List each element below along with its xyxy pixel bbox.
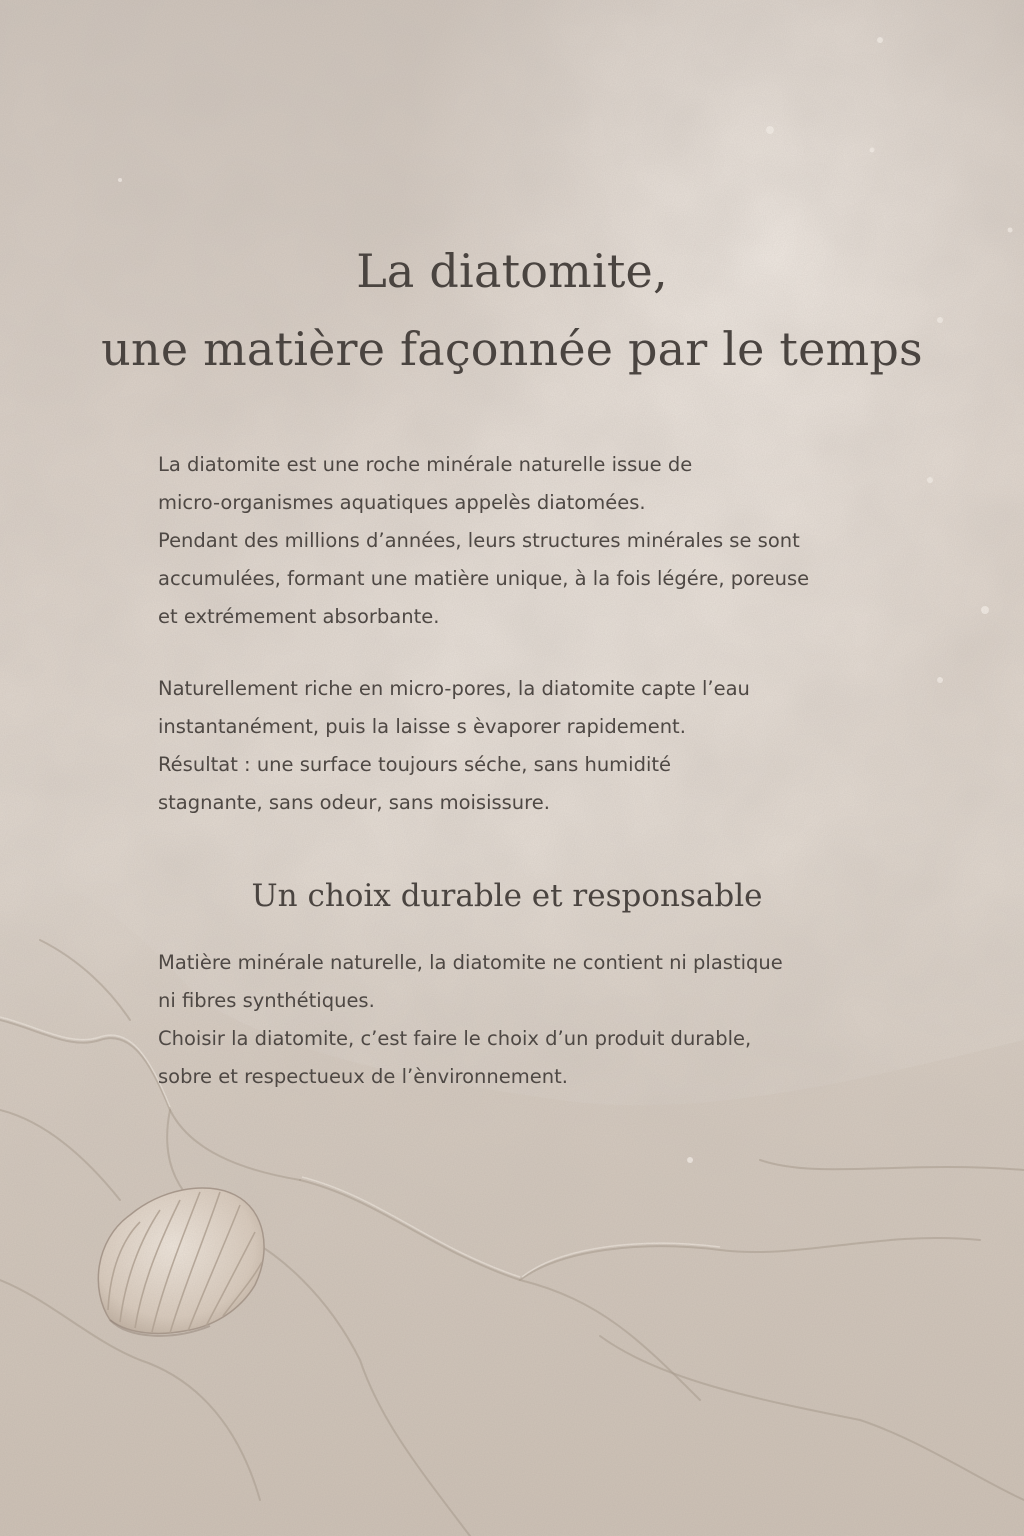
intro-line: micro-organismes aquatiques appelès diatomées. (158, 491, 646, 514)
sustainability-paragraph (158, 944, 938, 1096)
intro-line: accumulées, formant une matière unique, à la fois légére, poreuse (158, 567, 810, 590)
intro-line: Pendant des millions d’années, leurs structures minérales se sont (158, 529, 800, 552)
title-line-2: une matière façonnée par le temps (101, 322, 923, 376)
section-subtitle: Un choix durable et responsable (251, 878, 763, 914)
sustainability-line: sobre et respectueux de l’ènvironnement. (158, 1065, 568, 1088)
properties-line: Naturellement riche en micro-pores, la diatomite capte l’eau (158, 677, 750, 700)
sustainability-line: Matière minérale naturelle, la diatomite ne contient ni plastique (158, 951, 783, 974)
sustainability-line: ni fibres synthétiques. (158, 989, 375, 1012)
page-title (0, 232, 1024, 388)
properties-paragraph (158, 670, 938, 822)
intro-line: La diatomite est une roche minérale naturelle issue de (158, 453, 693, 476)
properties-line: instantanément, puis la laisse s èvaporer rapidement. (158, 715, 686, 738)
sustainability-line: Choisir la diatomite, c’est faire le choix d’un produit durable, (158, 1027, 752, 1050)
intro-paragraph (158, 446, 938, 636)
properties-line: Résultat : une surface toujours séche, sans humidité (158, 753, 672, 776)
properties-line: stagnante, sans odeur, sans moisissure. (158, 791, 550, 814)
intro-line: et extrémement absorbante. (158, 605, 440, 628)
title-line-1: La diatomite, (356, 244, 668, 298)
